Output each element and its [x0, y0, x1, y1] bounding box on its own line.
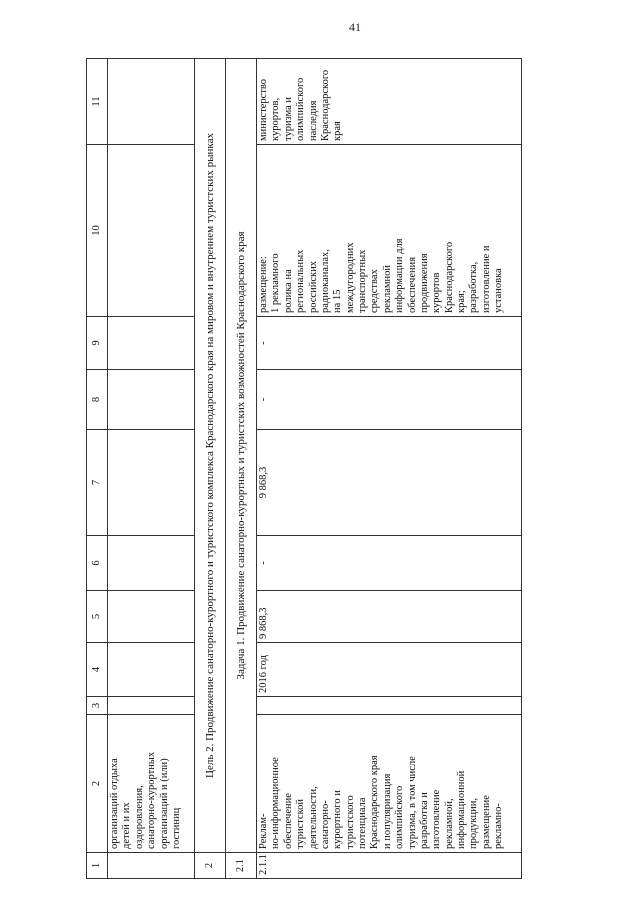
header-cell-6: 6	[87, 536, 108, 591]
goal-text: Цель 2. Продвижение санаторно-курортного и туристского комплекса Краснодарского края на мировом и внутреннем туристских рынках	[195, 59, 226, 853]
table-row	[108, 59, 195, 879]
page-number: 41	[349, 20, 361, 34]
header-cell-4: 4	[87, 643, 108, 697]
rotated-table-container	[86, 59, 606, 879]
activity-executor: министерство курортов, туризма и олимпийского наследия Краснодарского края	[257, 59, 522, 145]
cell-5	[108, 591, 195, 643]
activity-c7: 9 868,3	[257, 430, 522, 536]
cell-4	[108, 643, 195, 697]
cell-3	[257, 697, 522, 715]
header-cell-10: 10	[87, 145, 108, 317]
cell-3	[108, 697, 195, 715]
header-cell-1: 1	[87, 853, 108, 879]
header-cell-5: 5	[87, 591, 108, 643]
activity-total: 9 868,3	[257, 591, 522, 643]
header-cell-11: 11	[87, 59, 108, 145]
cell-7	[108, 430, 195, 536]
goal-row	[195, 59, 226, 879]
activity-number: 2.1.1	[257, 853, 522, 879]
program-table	[86, 58, 522, 879]
activity-name: Реклам- но-информационное обеспечение туристской деятельности, санаторно- курортного и туристского потенциала Краснодарского края и популяризация олимпийского туризма, в том числе разработка и изготовление рекламной, информационной продукции, размещение рекламно-	[257, 715, 522, 853]
header-cell-2: 2	[87, 715, 108, 853]
cell-11	[108, 59, 195, 145]
header-cell-8: 8	[87, 370, 108, 430]
header-cell-7: 7	[87, 430, 108, 536]
cell-10	[108, 145, 195, 317]
cell-8	[108, 370, 195, 430]
activity-c6: -	[257, 536, 522, 591]
cell-name: организаций отдыха детей и их оздоровления, санаторно-курортных организаций и (или) гостиниц	[108, 715, 195, 853]
cell-9	[108, 317, 195, 370]
goal-number: 2	[195, 853, 226, 879]
cell-6	[108, 536, 195, 591]
header-cell-9: 9	[87, 317, 108, 370]
activity-c9: -	[257, 317, 522, 370]
header-cell-3: 3	[87, 697, 108, 715]
header-row	[87, 59, 108, 879]
cell-number	[108, 853, 195, 879]
activity-year: 2016 год	[257, 643, 522, 697]
activity-result: размещение: 1 рекламного ролика на региональных российских радиоканалах, на 15 междугородних транспортных средствах рекламной информации для обеспечения продвижения курортов Краснодарского края; разработка, изготовление и установка	[257, 145, 522, 317]
table-row	[257, 59, 522, 879]
task-row	[226, 59, 257, 879]
task-number: 2.1	[226, 853, 257, 879]
activity-c8: -	[257, 370, 522, 430]
task-text: Задача 1. Продвижение санаторно-курортных и туристских возможностей Краснодарского края	[226, 59, 257, 853]
